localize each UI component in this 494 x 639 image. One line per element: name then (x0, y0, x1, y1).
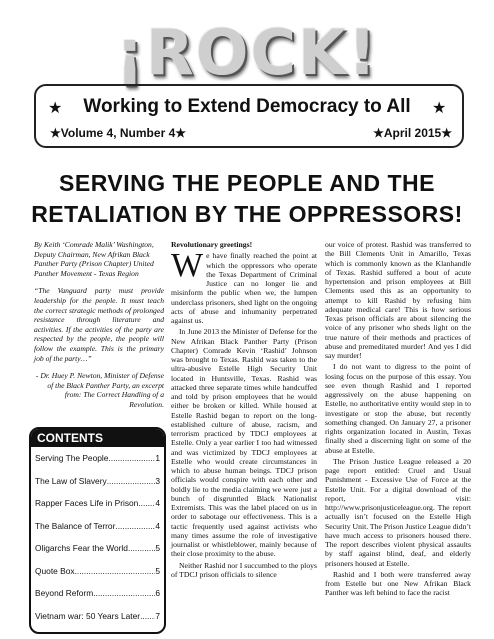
contents-heading: CONTENTS (31, 429, 164, 447)
table-of-contents (29, 427, 166, 634)
tagline: Working to Extend Democracy to All (83, 96, 411, 117)
contents-item-page: 5 (155, 565, 160, 576)
article-paragraph: Rashid and I both were transferred away from Estelle but one New Afrikan Black Panther was left behind to face the racist (325, 569, 471, 598)
contents-item-title: The Balance of Terror (35, 520, 116, 531)
contents-list (31, 447, 164, 634)
article-paragraph: In June 2013 the Minister of Defense for the New Afrikan Black Panther Party (Prison Chapter) Comrade Kevin ‘Rashid’ Johnson was brought to Texas. Rashid was taken to the ultra-abusive Estelle High Security Unit located in Huntsville, Texas. Rashid was attacked three separate times while handcuffed and told by prison employees that he would either be broken or killed. While housed at Estelle Rashid began to report on the long-established culture of abuse, racism, and terrorism practiced by TDCJ employees at Estelle. Only a year earlier I too had witnessed and was victimized by TDCJ employees at Estelle who would create circumstances in which to abuse human beings. TDCJ prison officials would conspire with each other and boldly lie to the media claiming we were just a bunch of disgruntled Black Nationalist Extremists. This was the label placed on us in order to sabotage our effectiveness. This is a tactic frequently used against activists who many times assume the role of investigative journalist or whistleblower, mainly because of their close proximity to the abuse. (171, 327, 317, 559)
contents-item-page: 1 (155, 453, 160, 464)
contents-item[interactable] (31, 560, 164, 583)
masthead (0, 0, 494, 155)
article-paragraph: Neither Rashid nor I succumbed to the ploys of TDCJ prison officials to silence (171, 560, 317, 579)
dot-leader (94, 633, 155, 634)
article-headline (0, 168, 494, 230)
contents-item[interactable] (31, 515, 164, 538)
dot-leader (138, 498, 155, 508)
article-column-2 (171, 240, 317, 581)
dot-leader (128, 543, 155, 553)
contents-item-page: 4 (155, 520, 160, 531)
article-paragraph: our voice of protest. Rashid was transferred to the Bill Clements Unit in Amarillo, Texas which is commonly known as the Klanhandle of Texas. Rashid suffered a bout of acute hypertension and prison employees at Bill Clements used this as an opportunity to attempt to kill Rashid by refusing him adequate medical care! This is how serious Texas prison officials are about silencing the voice of any prisoner who sheds light on the true nature of their methods and practices of abuse and premeditated murder! And yes I did say murder! (325, 240, 471, 360)
drop-cap: W (171, 247, 204, 285)
dot-leader (115, 521, 155, 531)
contents-item-page: 7 (155, 610, 160, 621)
contents-item-title: Vietnam war: 50 Years Later (35, 610, 141, 621)
contents-item-page: 5 (155, 543, 160, 554)
contents-item-page (155, 633, 160, 634)
contents-item[interactable] (31, 537, 164, 560)
contents-item[interactable] (31, 470, 164, 493)
article-paragraph: I do not want to digress to the point of losing focus on the purpose of this essay. You see even though Rashid and I reported aggressively on the abuse happening on Estelle, no authoritative entity would step in to investigate or stop the abuse, but recently something changed. On January 27, a prisoner rights organization located in Austin, Texas finally shed a discerning light on some of the abuse at Estelle. (325, 362, 471, 455)
contents-item-page: 4 (155, 498, 160, 509)
article-paragraph: We have finally reached the point at which the oppressors who operate the Texas Department of Criminal Justice can no longer lie and misinform the public when we, the lumpen underclass prisoners, shed light on the ongoing acts of abuse and inhumanity perpetrated against us. (171, 247, 317, 325)
headline-line: RETALIATION BY THE OPPRESSORS! (31, 201, 463, 227)
contents-item-title: Oligarchs Fear the World (35, 543, 128, 554)
contents-item[interactable] (31, 627, 164, 634)
issue-number: ★Volume 4, Number 4★ (50, 126, 187, 140)
dot-leader (107, 476, 156, 486)
sidebar-column (34, 240, 164, 418)
dot-leader (75, 566, 156, 576)
contents-item-title: Rapper Faces Life in Prison (35, 498, 139, 509)
contents-item[interactable] (31, 605, 164, 628)
dot-leader (93, 588, 155, 598)
contents-item-title: Serving The People (35, 453, 109, 464)
star-icon: ★ (373, 126, 384, 140)
star-icon: ★ (175, 126, 187, 140)
newsletter-logo: ¡ROCK! (115, 16, 379, 89)
contents-item[interactable] (31, 447, 164, 470)
article-paragraph: The Prison Justice League released a 20 page report entitled: Cruel and Usual Punishment - Excessive Use of Force at the Estelle Unit. For a digital download of the report, visit: http://www.prisonjusticeleague.org. The report actually isn’t focused on the Estelle High Security Unit. The Prison Justice League didn’t have much access to prisoners housed there. The report describes violent physical assaults by staff against blind, deaf, and elderly prisoners housed at Estelle. (325, 456, 471, 568)
star-icon: ★ (50, 126, 61, 140)
dot-leader (108, 453, 155, 463)
contents-item[interactable] (31, 492, 164, 515)
contents-item-page: 3 (155, 475, 160, 486)
contents-item-title (35, 633, 94, 634)
star-icon: ★ (48, 98, 63, 117)
pull-quote: “The Vanguard party must provide leadership for the people. It must teach the correct strategic methods of prolonged resistance through literature and activities. If the activities of the party are respected by the people, the people will follow the example. This is the primary job of the party…” (34, 286, 164, 363)
contents-item-title: The Law of Slavery (35, 475, 107, 486)
contents-item-title: Beyond Reform (35, 588, 94, 599)
contents-item-page: 6 (155, 588, 160, 599)
contents-item[interactable] (31, 582, 164, 605)
contents-item-title: Quote Box (35, 565, 75, 576)
headline-line: SERVING THE PEOPLE AND THE (59, 170, 435, 196)
byline: By Keith ‘Comrade Malik’ Washington, Deputy Chairman, New Afrikan Black Panther Party (Prison Chapter) United Panther Movement - Texas Region (34, 240, 154, 278)
star-icon: ★ (441, 126, 452, 140)
issue-date: ★April 2015★ (373, 126, 452, 140)
greeting: Revolutionary greetings! (171, 240, 253, 249)
article-column-3 (325, 240, 471, 600)
dot-leader (140, 611, 155, 621)
quote-attribution: - Dr. Huey P. Newton, Minister of Defense of the Black Panther Party, an excerpt from: The Correct Handling of a Revolution. (35, 371, 164, 409)
star-icon: ★ (432, 98, 447, 117)
